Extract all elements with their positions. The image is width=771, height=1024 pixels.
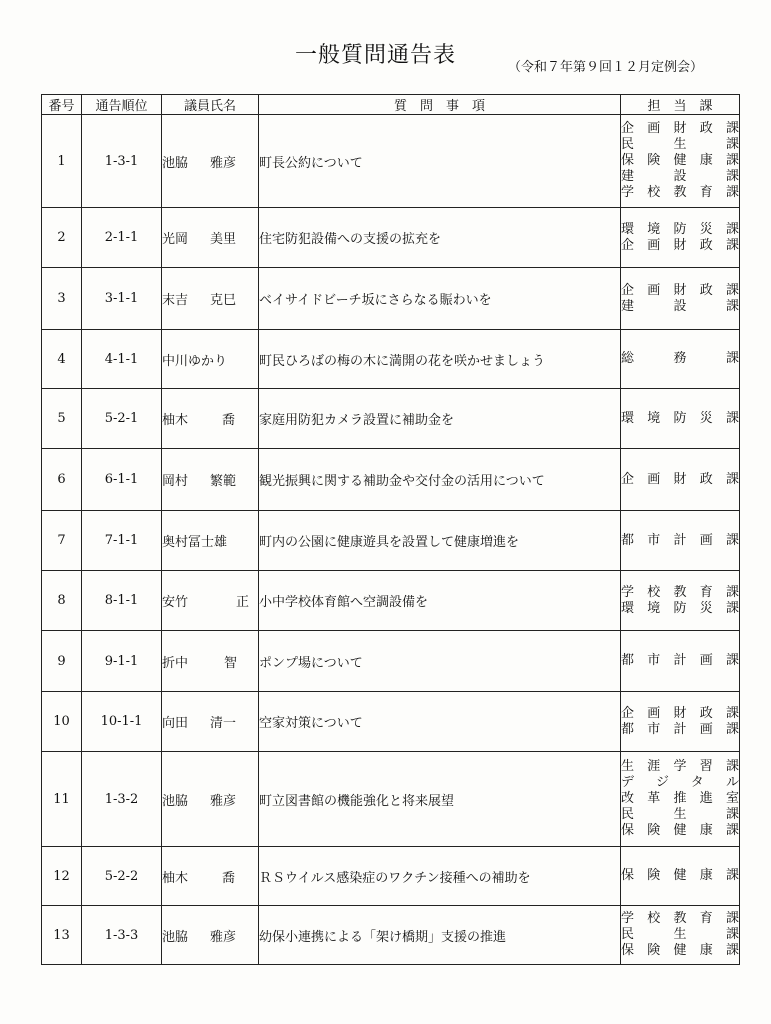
row-subject: 幼保小連携による「架け橋期」支援の推進 [259, 906, 621, 965]
name-family: 光岡 [162, 232, 189, 247]
row-subject: ポンプ場について [259, 631, 621, 692]
row-order: 6-1-1 [82, 449, 162, 511]
row-member-name [162, 268, 259, 330]
name-family: 池脇 [162, 155, 189, 171]
row-departments [621, 692, 740, 752]
name-given: 智 [224, 655, 238, 671]
row-member-name [162, 847, 259, 906]
table-row [42, 389, 740, 449]
row-member-name [162, 511, 259, 571]
row-departments [621, 906, 740, 965]
table-row [42, 511, 740, 571]
name-family: 岡村 [162, 474, 189, 489]
row-number: 5 [42, 389, 82, 449]
name-given: 雅彦 [210, 793, 237, 809]
row-order: 2-1-1 [82, 208, 162, 268]
document-subtitle: （令和７年第９回１２月定例会） [508, 60, 704, 75]
department-line: 環境防災課 [621, 600, 739, 616]
table-row [42, 268, 740, 330]
department-line: 学校教育課 [621, 911, 739, 926]
row-number: 11 [42, 752, 82, 847]
row-number: 12 [42, 847, 82, 906]
row-departments [621, 330, 740, 389]
name-given: 雅彦 [210, 929, 237, 945]
table-row [42, 330, 740, 389]
table-row [42, 752, 740, 847]
table-row [42, 631, 740, 692]
row-number: 8 [42, 571, 82, 631]
row-order: 8-1-1 [82, 571, 162, 631]
row-number: 7 [42, 511, 82, 571]
row-number: 2 [42, 208, 82, 268]
department-line: 企画財政課 [621, 471, 739, 487]
row-departments [621, 389, 740, 449]
header-number: 番号 [42, 95, 82, 115]
table-row [42, 906, 740, 965]
row-departments [621, 268, 740, 330]
row-departments [621, 115, 740, 208]
row-departments [621, 631, 740, 692]
row-member-name [162, 115, 259, 208]
department-line: 企画財政課 [621, 237, 739, 253]
row-order: 1-3-1 [82, 115, 162, 208]
name-family: 奥村冨士雄 [162, 535, 228, 550]
department-line: 民 生 課 [621, 927, 739, 942]
row-order: 5-2-2 [82, 847, 162, 906]
department-line: 改革推進室 [621, 791, 739, 806]
row-departments [621, 208, 740, 268]
row-order: 3-1-1 [82, 268, 162, 330]
row-subject: 家庭用防犯カメラ設置に補助金を [259, 389, 621, 449]
department-line: 企画財政課 [621, 282, 739, 298]
row-subject: 町立図書館の機能強化と将来展望 [259, 752, 621, 847]
row-member-name [162, 389, 259, 449]
department-line: デジタル [621, 775, 739, 790]
row-order: 7-1-1 [82, 511, 162, 571]
name-given: 繁範 [210, 474, 237, 489]
row-number: 3 [42, 268, 82, 330]
row-order: 9-1-1 [82, 631, 162, 692]
name-given: 正 [236, 595, 250, 610]
row-subject: 町民ひろばの梅の木に満開の花を咲かせましょう [259, 330, 621, 389]
row-subject: 町内の公園に健康遊具を設置して健康増進を [259, 511, 621, 571]
department-line: 学校教育課 [621, 584, 739, 600]
document-title: 一般質問通告表 [295, 43, 457, 68]
department-line: 建 設 課 [621, 298, 739, 314]
department-line: 環境防災課 [621, 410, 739, 426]
header-name: 議員氏名 [162, 95, 259, 115]
name-family: 柚木 [162, 870, 189, 886]
header-subject: 質 問 事 項 [259, 95, 621, 115]
header-department: 担 当 課 [621, 95, 740, 115]
row-number: 4 [42, 330, 82, 389]
name-family: 中川ゆかり [162, 353, 228, 369]
table-row [42, 449, 740, 511]
row-member-name [162, 631, 259, 692]
department-line: 生涯学習課 [621, 759, 739, 774]
name-family: 池脇 [162, 929, 189, 945]
name-given: 克巳 [210, 293, 237, 308]
name-family: 安竹 [162, 595, 189, 610]
row-departments [621, 752, 740, 847]
name-family: 末吉 [162, 293, 189, 308]
row-order: 1-3-3 [82, 906, 162, 965]
department-line: 企画財政課 [621, 121, 739, 136]
table-row [42, 115, 740, 208]
table-row [42, 208, 740, 268]
row-subject: 観光振興に関する補助金や交付金の活用について [259, 449, 621, 511]
row-number: 10 [42, 692, 82, 752]
row-member-name [162, 692, 259, 752]
row-subject: 小中学校体育館へ空調設備を [259, 571, 621, 631]
row-order: 5-2-1 [82, 389, 162, 449]
table-body [42, 115, 740, 965]
row-number: 9 [42, 631, 82, 692]
department-line: 総 務 課 [621, 351, 739, 366]
row-subject: ＲＳウイルス感染症のワクチン接種への補助を [259, 847, 621, 906]
department-line: 都市計画課 [621, 721, 739, 737]
row-number: 6 [42, 449, 82, 511]
row-departments [621, 571, 740, 631]
table-row [42, 692, 740, 752]
department-line: 民 生 課 [621, 807, 739, 822]
name-given: 美里 [210, 232, 237, 247]
table-header-row [42, 95, 740, 115]
name-family: 柚木 [162, 413, 189, 428]
table-row [42, 571, 740, 631]
row-member-name [162, 906, 259, 965]
department-line: 保険健康課 [621, 153, 739, 168]
name-given: 雅彦 [210, 155, 237, 171]
department-line: 保険健康課 [621, 868, 739, 883]
department-line: 建 設 課 [621, 169, 739, 184]
name-family: 池脇 [162, 793, 189, 809]
department-line: 都市計画課 [621, 532, 739, 548]
header-order: 通告順位 [82, 95, 162, 115]
row-order: 4-1-1 [82, 330, 162, 389]
row-member-name [162, 330, 259, 389]
department-line: 環境防災課 [621, 221, 739, 237]
row-member-name [162, 571, 259, 631]
name-given: 喬 [222, 870, 236, 886]
row-order: 10-1-1 [82, 692, 162, 752]
department-line: 都市計画課 [621, 653, 739, 668]
row-number: 1 [42, 115, 82, 208]
row-subject: 空家対策について [259, 692, 621, 752]
row-order: 1-3-2 [82, 752, 162, 847]
row-member-name [162, 752, 259, 847]
row-subject: ベイサイドビーチ坂にさらなる賑わいを [259, 268, 621, 330]
department-line: 保険健康課 [621, 823, 739, 838]
row-member-name [162, 449, 259, 511]
row-subject: 住宅防犯設備への支援の拡充を [259, 208, 621, 268]
row-departments [621, 449, 740, 511]
department-line: 民 生 課 [621, 137, 739, 152]
notice-table [41, 94, 740, 965]
table-row [42, 847, 740, 906]
row-departments [621, 847, 740, 906]
row-member-name [162, 208, 259, 268]
name-family: 向田 [162, 716, 189, 731]
name-family: 折中 [162, 655, 189, 671]
name-given: 喬 [222, 413, 236, 428]
department-line: 学校教育課 [621, 185, 739, 200]
name-given: 清一 [210, 716, 237, 731]
department-line: 企画財政課 [621, 705, 739, 721]
row-departments [621, 511, 740, 571]
row-subject: 町長公約について [259, 115, 621, 208]
department-line: 保険健康課 [621, 943, 739, 958]
row-number: 13 [42, 906, 82, 965]
